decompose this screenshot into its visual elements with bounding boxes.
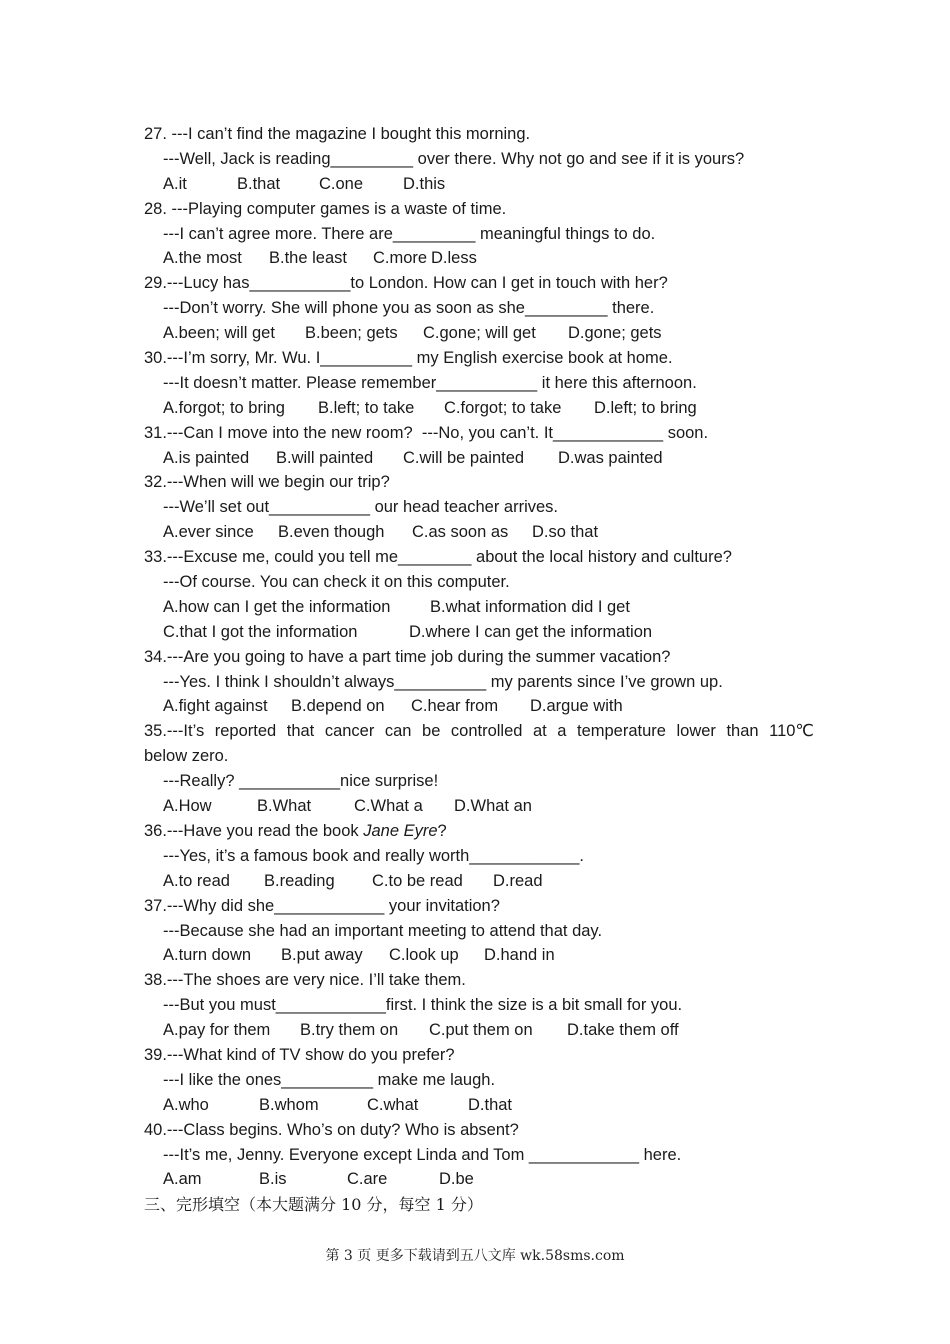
option-a: A.How <box>163 797 212 816</box>
option-b: B.put away <box>281 946 363 965</box>
option-d: D.where I can get the information <box>409 622 653 641</box>
option-d: D.this <box>403 174 446 193</box>
option-d: D.so that <box>532 523 599 542</box>
question-39-options <box>144 1093 814 1118</box>
option-c: C.one <box>319 174 364 193</box>
question-31-options <box>144 446 814 471</box>
question-33-options-row2 <box>144 620 814 645</box>
option-a: A.been; will get <box>163 324 275 343</box>
question-35-word: controlled <box>450 722 523 741</box>
option-a: A.forgot; to bring <box>163 398 285 417</box>
question-35-stem-continued: below zero. <box>144 747 229 766</box>
option-b: B.been; gets <box>305 324 398 343</box>
question-32-options <box>144 520 814 545</box>
option-c: C.to be read <box>372 871 463 890</box>
option-d: D.be <box>439 1170 474 1189</box>
question-36-stem <box>144 819 814 844</box>
question-38-options <box>144 1018 814 1043</box>
option-a: A.ever since <box>163 523 254 542</box>
option-d: D.What an <box>454 797 532 816</box>
option-b: B.what information did I get <box>430 597 630 616</box>
option-b: B.whom <box>259 1095 319 1114</box>
option-c: C.will be painted <box>403 448 525 467</box>
option-c: C.that I got the information <box>163 622 358 641</box>
option-a: A.the most <box>163 249 242 268</box>
question-32-stem: 32.---When will we begin our trip? <box>144 473 390 492</box>
question-40-reply: ---It’s me, Jenny. Everyone except Linda and Tom ____________ here. <box>163 1145 682 1164</box>
question-38-reply: ---But you must____________first. I think the size is a bit small for you. <box>163 996 683 1015</box>
option-c: C.gone; will get <box>423 324 536 343</box>
option-a: A.fight against <box>163 697 268 716</box>
option-c: C.forgot; to take <box>444 398 562 417</box>
question-30-reply: ---It doesn’t matter. Please remember___________ it here this afternoon. <box>163 373 697 392</box>
option-c: C.put them on <box>429 1021 533 1040</box>
option-b: B.try them on <box>300 1021 399 1040</box>
option-a: A.pay for them <box>163 1021 271 1040</box>
question-34-reply: ---Yes. I think I shouldn’t always__________ my parents since I’ve grown up. <box>163 672 723 691</box>
question-36-stem-end: ? <box>437 821 447 840</box>
question-37-stem: 37.---Why did she____________ your invitation? <box>144 896 500 915</box>
book-title: Jane Eyre <box>363 821 438 840</box>
question-28-reply: ---I can’t agree more. There are_________ meaningful things to do. <box>163 224 656 243</box>
question-29-options <box>144 321 814 346</box>
option-b: B.will painted <box>276 448 374 467</box>
question-29-stem: 29.---Lucy has___________to London. How can I get in touch with her? <box>144 274 668 293</box>
option-b: B.even though <box>278 523 385 542</box>
option-d: D.hand in <box>484 946 555 965</box>
option-a: A.is painted <box>163 448 250 467</box>
question-30-stem: 30.---I’m sorry, Mr. Wu. I__________ my English exercise book at home. <box>144 349 673 368</box>
option-a: A.it <box>163 174 187 193</box>
question-33-options-row1 <box>144 595 814 620</box>
question-27-reply: ---Well, Jack is reading_________ over there. Why not go and see if it is yours? <box>163 149 745 168</box>
section-heading-cloze: 三、完形填空（本大题满分 10 分，每空 1 分） <box>144 1195 483 1215</box>
question-37-reply: ---Because she had an important meeting to attend that day. <box>163 921 603 940</box>
question-29-reply: ---Don’t worry. She will phone you as soon as she_________ there. <box>163 299 655 318</box>
question-33-reply: ---Of course. You can check it on this computer. <box>163 573 510 592</box>
question-31-stem: 31.---Can I move into the new room? ---No, you can’t. It____________ soon. <box>144 423 709 442</box>
question-39-stem: 39.---What kind of TV show do you prefer? <box>144 1045 455 1064</box>
question-35-word: cancer <box>324 722 375 741</box>
question-35-reply: ---Really? ___________nice surprise! <box>163 772 439 791</box>
question-39-reply: ---I like the ones__________ make me laugh. <box>163 1070 496 1089</box>
question-28-options <box>144 246 814 271</box>
question-35-stem <box>144 719 814 744</box>
question-35-word: temperature <box>577 722 666 741</box>
option-d: D.less <box>431 249 477 268</box>
option-a: A.who <box>163 1095 209 1114</box>
option-b: B.left; to take <box>318 398 415 417</box>
option-b: B.reading <box>264 871 335 890</box>
option-d: D.take them off <box>567 1021 679 1040</box>
question-38-stem: 38.---The shoes are very nice. I’ll take them. <box>144 971 466 990</box>
option-c: C.What a <box>354 797 423 816</box>
question-35-options <box>144 794 814 819</box>
page-footer: 第 3 页 更多下载请到五八文库 wk.58sms.com <box>325 1248 625 1264</box>
question-35-word: reported <box>214 722 277 741</box>
option-a: A.turn down <box>163 946 252 965</box>
option-a: A.am <box>163 1170 202 1189</box>
option-b: B.is <box>259 1170 287 1189</box>
option-d: D.was painted <box>558 448 663 467</box>
question-27-stem: 27. ---I can’t find the magazine I bought this morning. <box>144 125 531 143</box>
question-35-word: 110℃ <box>769 722 814 741</box>
question-34-stem: 34.---Are you going to have a part time job during the summer vacation? <box>144 647 671 666</box>
question-40-stem: 40.---Class begins. Who’s on duty? Who is absent? <box>144 1120 519 1139</box>
option-d: D.argue with <box>530 697 623 716</box>
option-d: D.left; to bring <box>594 398 697 417</box>
question-35-word: than <box>726 722 759 741</box>
option-a: A.to read <box>163 871 230 890</box>
option-d: D.read <box>493 871 543 890</box>
question-35-word: at <box>532 722 547 741</box>
option-d: D.that <box>468 1095 513 1114</box>
question-35-word: can <box>384 722 412 741</box>
option-c: C.what <box>367 1095 419 1114</box>
option-b: B.that <box>237 174 281 193</box>
option-c: C.more <box>373 249 428 268</box>
question-32-reply: ---We’ll set out___________ our head teacher arrives. <box>163 498 559 517</box>
option-a: A.how can I get the information <box>163 597 391 616</box>
question-35-word: that <box>286 722 315 741</box>
question-35-word: lower <box>676 722 716 741</box>
question-35-word: a <box>557 722 567 741</box>
question-34-options <box>144 694 814 719</box>
option-c: C.look up <box>389 946 459 965</box>
option-b: B.the least <box>269 249 347 268</box>
option-b: B.What <box>257 797 312 816</box>
question-37-options <box>144 943 814 968</box>
question-27-options <box>144 172 814 197</box>
question-35-word: 35.---It’s <box>144 722 205 741</box>
exam-page <box>144 122 814 1218</box>
option-b: B.depend on <box>291 697 385 716</box>
option-c: C.hear from <box>411 697 499 716</box>
question-33-stem: 33.---Excuse me, could you tell me________ about the local history and culture? <box>144 548 732 567</box>
question-30-options <box>144 396 814 421</box>
question-36-options <box>144 869 814 894</box>
option-d: D.gone; gets <box>568 324 662 343</box>
question-40-options <box>144 1167 814 1192</box>
question-35-word: be <box>422 722 441 741</box>
question-36-reply: ---Yes, it’s a famous book and really worth____________. <box>163 846 585 865</box>
question-36-stem-text: 36.---Have you read the book <box>144 821 364 840</box>
option-c: C.are <box>347 1170 388 1189</box>
question-28-stem: 28. ---Playing computer games is a waste of time. <box>144 199 507 218</box>
option-c: C.as soon as <box>412 523 509 542</box>
